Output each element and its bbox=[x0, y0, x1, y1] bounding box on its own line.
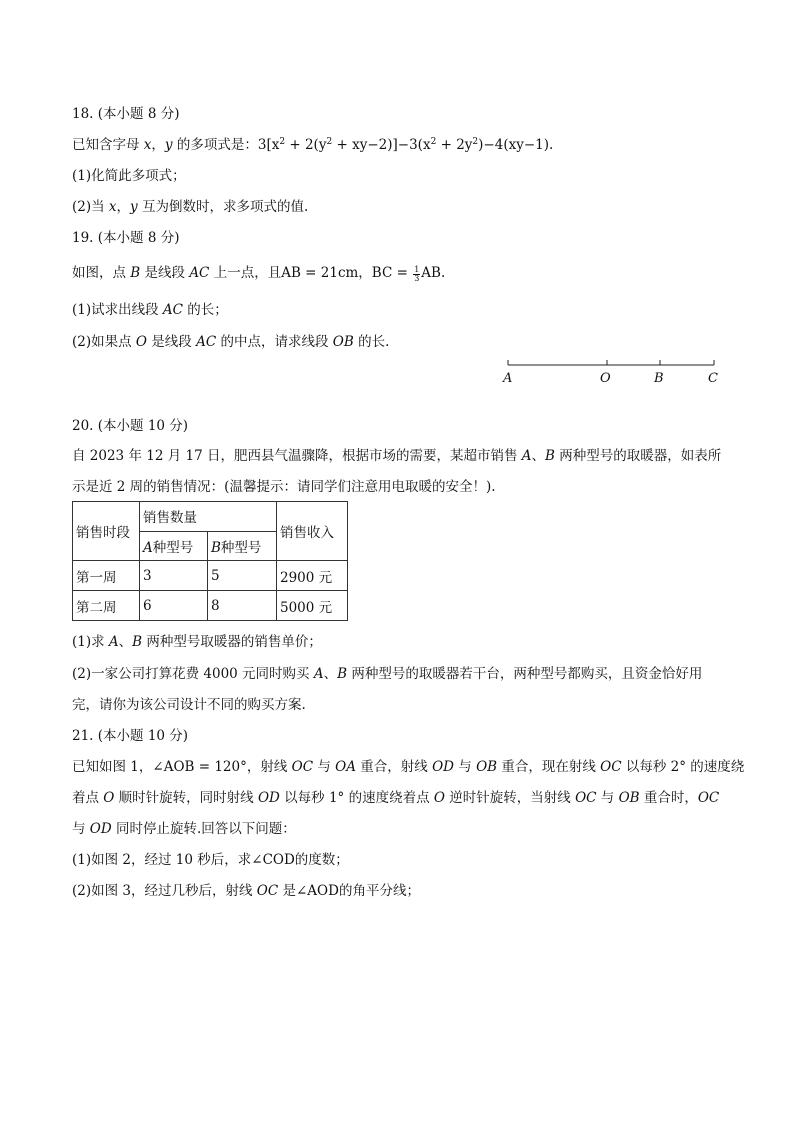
header-type-b bbox=[208, 531, 277, 561]
q18-part2-b: 互为倒数时，求多项式的值. bbox=[137, 199, 309, 215]
q18-expr-d: + 2y bbox=[436, 137, 473, 153]
q21-line2 bbox=[72, 789, 719, 807]
ray-oc: OC bbox=[600, 759, 622, 775]
q21-l3-b: 同时停止旋转.回答以下问题： bbox=[111, 821, 296, 837]
label-c: C bbox=[708, 371, 718, 386]
q19-part1 bbox=[72, 301, 228, 319]
q18-comma: ， bbox=[151, 137, 165, 153]
ray-oa: OA bbox=[335, 759, 356, 775]
ray-od: OD bbox=[257, 790, 280, 806]
q19-l1-c: 上一点，且AB = 21cm，BC = bbox=[209, 265, 413, 281]
q21-l2-c: 以每秒 1° 的速度绕着点 bbox=[279, 790, 434, 806]
q20-l1-a: 自 2023 年 12 月 17 日，肥西县气温骤降，根据市场的需要，某超市销售 bbox=[72, 448, 522, 464]
q20-part1-b-letter: B bbox=[132, 634, 143, 650]
q18-part2-a: (2)当 bbox=[72, 199, 109, 215]
ray-oc: OC bbox=[291, 759, 314, 775]
q19-part1-a: (1)试求出线段 bbox=[72, 302, 163, 318]
q18-part2-y: y bbox=[130, 199, 138, 215]
q20-part1-b: 两种型号取暖器的销售单价； bbox=[142, 634, 322, 650]
q21-l2-d: 逆时针旋转，当射线 bbox=[444, 790, 576, 806]
q18-intro2: 的多项式是： bbox=[172, 137, 258, 153]
q20-part2-b-letter: B bbox=[337, 666, 348, 682]
cell-b: 8 bbox=[208, 591, 277, 621]
q21-line1 bbox=[72, 758, 744, 776]
ray-od: OD bbox=[89, 821, 112, 837]
ray-ob: OB bbox=[476, 759, 498, 775]
q18-expr-b: + 2(y bbox=[285, 137, 327, 153]
q21-l1-f: 以每秒 2° 的速度绕 bbox=[621, 759, 745, 775]
q19-pt-b: B bbox=[130, 265, 141, 281]
q19-header: 19. (本小题 8 分) bbox=[72, 230, 180, 246]
cell-period: 第二周 bbox=[73, 591, 140, 621]
type-a-label: 种型号 bbox=[152, 539, 194, 556]
q19-part2-b: 是线段 bbox=[147, 334, 197, 350]
q19-part2-o: O bbox=[135, 334, 147, 350]
q21-l1-d: 与 bbox=[453, 759, 477, 775]
ray-oc: OC bbox=[256, 883, 279, 899]
q20-l1-b: 两种型号的取暖器，如表所 bbox=[554, 448, 722, 464]
segment-figure bbox=[500, 355, 730, 387]
header-period: 销售时段 bbox=[73, 502, 140, 561]
q20-part1-a: (1)求 bbox=[72, 634, 109, 650]
q21-header: 21. (本小题 10 分) bbox=[72, 728, 189, 744]
q18-statement bbox=[72, 136, 553, 154]
q20-sep: 、 bbox=[531, 448, 546, 464]
q20-part2-sep: 、 bbox=[323, 666, 338, 682]
q21-l2-f: 重合时， bbox=[639, 790, 698, 806]
q21-l2-a: 着点 bbox=[72, 790, 104, 806]
cell-income: 5000 元 bbox=[277, 591, 348, 621]
q18-exp: 2 bbox=[472, 137, 479, 147]
q19-part2 bbox=[72, 333, 389, 351]
q19-part2-seg: AC bbox=[196, 334, 217, 350]
q18-header: 18. (本小题 8 分) bbox=[72, 106, 180, 122]
table-row bbox=[73, 502, 348, 532]
ray-oc: OC bbox=[697, 790, 720, 806]
type-b-label: 种型号 bbox=[220, 539, 262, 556]
label-a: A bbox=[503, 371, 513, 386]
type-b-letter: B bbox=[211, 539, 221, 556]
q19-statement bbox=[72, 264, 445, 283]
q20-part2 bbox=[72, 665, 702, 683]
header-type-a bbox=[140, 531, 208, 561]
header-quantity: 销售数量 bbox=[140, 502, 277, 532]
cell-a: 3 bbox=[140, 561, 208, 591]
q20-header: 20. (本小题 10 分) bbox=[72, 418, 189, 434]
q21-l3-a: 与 bbox=[72, 821, 90, 837]
q18-part2-comma: ， bbox=[116, 199, 131, 215]
label-o: O bbox=[600, 371, 611, 386]
q18-var-x: x bbox=[143, 137, 152, 153]
q20-part2-b: 两种型号的取暖器若干台，两种型号都购买，且资金恰好用 bbox=[347, 666, 703, 682]
q18-exp: 2 bbox=[326, 137, 333, 147]
q18-var-y: y bbox=[164, 137, 173, 153]
q19-part1-seg: AC bbox=[162, 302, 184, 318]
q19-part2-d: 的长. bbox=[353, 334, 390, 350]
q18-part2 bbox=[72, 198, 308, 216]
point-o: O bbox=[433, 790, 445, 806]
q20-line2: 示是近 2 周的销售情况：(温馨提示：请同学们注意用电取暖的安全！). bbox=[72, 479, 496, 495]
q21-l1-a: 已知如图 1，∠AOB = 120°，射线 bbox=[72, 759, 292, 775]
ray-od: OD bbox=[432, 759, 454, 775]
q19-part2-seg2: OB bbox=[332, 334, 354, 350]
q18-exp: 2 bbox=[430, 137, 437, 147]
table-row bbox=[73, 561, 348, 591]
point-o: O bbox=[103, 790, 115, 806]
q21-line3 bbox=[72, 820, 296, 838]
fraction-numerator: 1 bbox=[414, 265, 420, 274]
q21-l1-c: 重合，射线 bbox=[355, 759, 433, 775]
cell-income: 2900 元 bbox=[277, 561, 348, 591]
type-a-letter: A bbox=[143, 539, 153, 556]
q18-expr-c: + xy−2)]−3(x bbox=[332, 137, 431, 153]
cell-period: 第一周 bbox=[73, 561, 140, 591]
q20-a: A bbox=[521, 448, 532, 464]
ray-oc: OC bbox=[575, 790, 597, 806]
q18-expr-a: 3[x bbox=[257, 137, 280, 153]
q20-part1-a-letter: A bbox=[108, 634, 119, 650]
q20-part1 bbox=[72, 633, 322, 651]
q18-part1: (1)化简此多项式； bbox=[72, 168, 186, 184]
cell-a: 6 bbox=[140, 591, 208, 621]
q18-expr-e: )−4(xy−1). bbox=[478, 137, 554, 153]
cell-b: 5 bbox=[208, 561, 277, 591]
q21-l2-e: 与 bbox=[596, 790, 619, 806]
sales-table bbox=[72, 501, 348, 621]
q20-line1 bbox=[72, 447, 721, 465]
q20-b: B bbox=[545, 448, 555, 464]
q21-part2-b: 是∠AOD的角平分线； bbox=[278, 883, 420, 899]
q20-part1-sep: 、 bbox=[118, 634, 133, 650]
q19-part2-c: 的中点，请求线段 bbox=[216, 334, 333, 350]
table-row bbox=[73, 591, 348, 621]
fraction-denominator: 3 bbox=[414, 274, 420, 283]
q19-part2-a: (2)如果点 bbox=[72, 334, 136, 350]
label-b: B bbox=[654, 371, 664, 386]
q21-l2-b: 顺时针旋转，同时射线 bbox=[114, 790, 258, 806]
q19-l1-a: 如图，点 bbox=[72, 265, 131, 281]
q20-part2-a-letter: A bbox=[313, 666, 324, 682]
q21-l1-b: 与 bbox=[313, 759, 336, 775]
q19-part1-b: 的长； bbox=[183, 302, 228, 318]
q18-exp: 2 bbox=[279, 137, 286, 147]
q21-part1: (1)如图 2，经过 10 秒后，求∠COD的度数； bbox=[72, 852, 349, 868]
q19-fraction bbox=[413, 266, 420, 283]
q19-l1-d: AB. bbox=[421, 265, 446, 281]
q21-part2 bbox=[72, 882, 420, 900]
q19-l1-b: 是线段 bbox=[140, 265, 190, 281]
q21-part2-a: (2)如图 3，经过几秒后，射线 bbox=[72, 883, 257, 899]
q18-part2-x: x bbox=[108, 199, 117, 215]
q20-part2-line2: 完，请你为该公司设计不同的购买方案. bbox=[72, 697, 306, 713]
q21-l1-e: 重合，现在射线 bbox=[497, 759, 601, 775]
q18-intro: 已知含字母 bbox=[72, 137, 144, 153]
q19-seg-ac: AC bbox=[189, 265, 210, 281]
header-income: 销售收入 bbox=[277, 502, 348, 561]
q20-part2-a: (2)一家公司打算花费 4000 元同时购买 bbox=[72, 666, 314, 682]
ray-ob: OB bbox=[618, 790, 640, 806]
